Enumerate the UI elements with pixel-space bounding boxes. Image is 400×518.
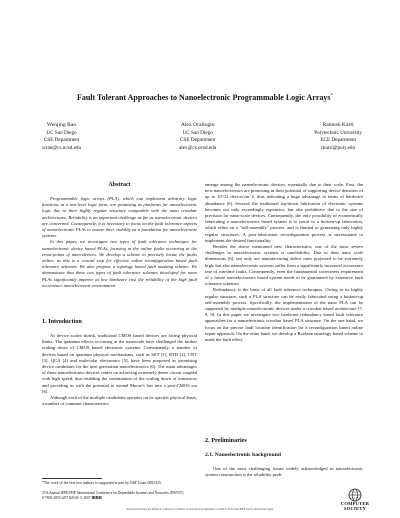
logo-text-top: COMPUTER: [340, 501, 370, 506]
author-department: ECE Department: [320, 137, 356, 144]
footnote: *The work of the first two authors is supported in part by NSF Grant 0082325.: [42, 481, 162, 485]
author-2: [179, 122, 216, 152]
right-paragraph: emerge among the nanoelectronic devices, essentially due to their scale. First, the new nanoelectronics are promising in their potential of supporting device densities of up to 10^12 device/cm^2, thus indicating a huge advantage in terms of hardware abundance [6]. Second, the traditional top-down fabrication of electronic systems becomes not only exceedingly expensive, but also prohibitive due to the size of precision for nano-scale devices. Consequently, the only possibility of economically fabricating a nanoelectronics based system is to resort to a bottom-up fabrication, which relies on a "self-assembly" process, and is limited to generating only highly regular structures. A post-fabrication reconfiguration process is necessitated to implement the desired functionality.: [205, 182, 363, 243]
abstract-heading: Abstract: [108, 182, 131, 188]
introduction-body: [42, 333, 197, 407]
paper-title-text: Fault Tolerant Approaches to Nanoelectronic Programmable Logic Arrays: [76, 93, 331, 102]
isbn-text: 0-7695-2855-4/07 $20.00 © 2007: [42, 495, 91, 500]
subsection-paragraph: One of the most challenging issues widely acknowledged in nanoelectronic system construction is the reliability prob-: [205, 466, 363, 478]
author-name: Wenjing Rao: [46, 122, 77, 128]
footnote-divider: [42, 478, 102, 479]
computer-society-emblem-icon: [348, 488, 362, 502]
abstract-paragraph: In this paper, we investigate two types of fault tolerance techniques for nanoelectronic device based PLAs, focusing at the online faults occurring at the cross-points of nano-devices. We develop a scheme to precisely locate the faults online, as this is a crucial step for effective online reconfiguration based fault tolerance schemes. We also propose a topology based fault masking scheme. We demonstrate that these two types of fault tolerance schemes developed for nano PLAs significantly improve at low hardware cost the reliability of the high fault occurrence nanoelectronic environment.: [42, 239, 197, 288]
ieee-logo-text: IEEE: [91, 494, 103, 500]
author-email: rkarri@poly.edu: [321, 144, 356, 151]
right-paragraph: Redundancy is the basis of all fault tolerance techniques. Owing to its highly regular structure, such a PLA structure can be easily fabricated using a bottom-up self-assembly process. Specifically, the implementation of the nano PLA can be supported by multiple nanoelectronic devices under a crossbar based architecture [7, 8, 9]. In this paper we investigate two hardware redundancy based fault tolerance approaches for a nanoelectronic crossbar based PLA structure. On the one hand, we focus on the precise fault location identification for a reconfiguration based online repair approach. On the other hand, we develop a Boolean tautology based scheme to mask the fault effect.: [205, 287, 363, 343]
abstract-body: [42, 196, 197, 289]
introduction-paragraph: Although each of the multiple candidates operates on its specific physical basis, a number of common characteristics: [42, 395, 197, 407]
author-email: alex@cs.ucsd.edu: [179, 144, 217, 151]
paper-title: [40, 93, 370, 102]
nanoelectronic-background-heading: 2.1. Nanoelectronic background: [205, 452, 281, 458]
abstract-paragraph: Programmable logic arrays (PLA), which can implement arbitrary logic functions in a two-level logic form, are promising as platforms for nanoelectronic logic due to their highly regular structure compatible with the nano crossbar architectures. Reliability is an important challenge as far as nanoelectronic devices are concerned. Consequently, it is necessary to focus on the fault tolerance aspects of nanoelectronic PLAs to ensure their viability as a foundation for nanoelectronic systems.: [42, 196, 197, 239]
author-affiliation: UC San Diego: [182, 129, 213, 136]
author-3: [314, 122, 362, 152]
computer-society-logo: [336, 488, 374, 512]
author-email: wrao@cs.ucsd.edu: [42, 144, 82, 151]
right-column-body: [205, 182, 363, 343]
author-affiliation: Polytechnic University: [314, 129, 362, 136]
authorized-use-line: Authorized licensed use limited to: University of Illinois. Downloaded on September 14, 2009 at 18:33 from IEEE Xplore. Restrictions apply.: [126, 508, 274, 511]
author-1: [42, 122, 81, 152]
introduction-paragraph: As device scales shrink, traditional CMOS based devices are facing physical limits. The quantum effects occurring at the nanoscale have challenged the further scaling down of CMOS based electronic systems. Consequently, a number of devices based on quantum physical mechanisms, such as SET [1], RTD [2], CNT [3], QCA [4] and molecular electronics [5], have been proposed as promising device candidates for the next generation nanoelectronics [6]. The main advantages of these nanoelectronic devices center on achieving extremely dense circuit coupled with high speed, thus enabling the continuation of the scaling down of transistors and providing us with the potential to extend Moore's law into a post-CMOS era [6].: [42, 333, 197, 394]
author-department: CSE Department: [180, 137, 216, 144]
author-department: CSE Department: [43, 137, 80, 144]
right-paragraph: Besides the above mentioned new characteristics, one of the most severe challenges in nanoelectronic systems is unreliability. Due to their nano scale dimensions [6], not only are manufacturing defect rates projected to be extremely high, but also nanoelectronic systems suffer from a significantly increased occurrence rate of run-time faults. Consequently, even the fundamental correctness requirement of a future nanoelectronics based system needs to be guaranteed by extensive fault tolerance schemes.: [205, 244, 363, 287]
author-name: Ramesh Karri: [322, 122, 354, 128]
nanoelectronic-background-body: [205, 466, 363, 478]
conference-line: 37th Annual IEEE/IFIP International Conference on Dependable Systems and Networks (DSN'07): [42, 491, 184, 495]
title-footnote-mark: *: [330, 93, 334, 99]
author-name: Alex Orailoglu: [180, 122, 215, 128]
introduction-heading: 1. Introduction: [42, 318, 82, 325]
isbn-line: [42, 496, 302, 501]
page-footer: [42, 491, 302, 501]
author-affiliation: UC San Diego: [46, 129, 77, 136]
author-block: [42, 122, 362, 152]
logo-text-bottom: SOCIETY: [343, 505, 367, 511]
preliminaries-heading: 2. Preliminaries: [205, 437, 247, 444]
